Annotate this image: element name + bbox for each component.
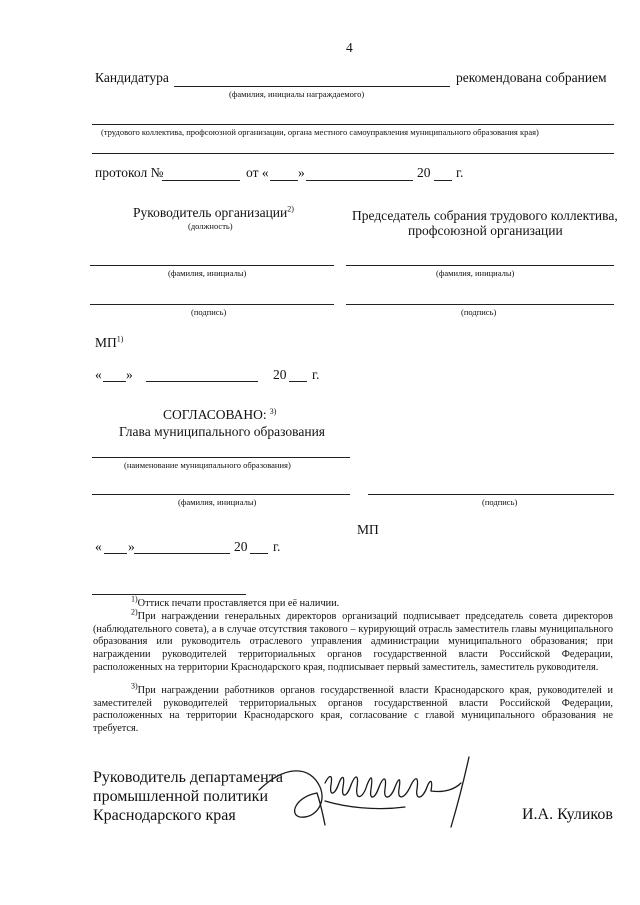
approval-title: СОГЛАСОВАНО: $^{3)}$	[163, 406, 277, 422]
right-signature-line	[346, 304, 614, 305]
date2-year-prefix: 20	[234, 539, 248, 554]
protocol-number-line	[162, 180, 240, 181]
protocol-from: от «	[246, 165, 269, 180]
stamp-label: МП$^{1)}$	[95, 334, 124, 350]
signatory-name: И.А. Куликов	[522, 806, 613, 823]
position-caption: (должность)	[188, 221, 233, 231]
collective-line	[92, 124, 614, 125]
approval-stamp: МП	[357, 522, 379, 537]
candidate-name-caption: (фамилия, инициалы награждаемого)	[229, 89, 365, 99]
left-name-line	[90, 265, 334, 266]
date1-day-line	[103, 381, 126, 382]
candidacy-label: Кандидатура	[95, 70, 169, 85]
handwritten-signature	[255, 745, 485, 830]
date1-close: »	[126, 367, 133, 382]
protocol-label: протокол №	[95, 165, 164, 180]
approval-signature-line	[368, 494, 614, 495]
recommended-text: рекомендована собранием	[456, 70, 607, 85]
date2-close: »	[128, 539, 135, 554]
footnote-1: $^{1)}$Оттиск печати проставляется при её наличии.	[131, 594, 340, 609]
date1-year-line	[289, 381, 307, 382]
protocol-day-line	[270, 180, 298, 181]
approval-subtitle: Глава муниципального образования	[119, 424, 326, 439]
protocol-year-line	[434, 180, 452, 181]
date2-year-suffix: г.	[273, 539, 281, 554]
page-number: 4	[346, 40, 353, 55]
candidate-name-line	[174, 86, 450, 87]
protocol-quote-close: »	[298, 165, 305, 180]
approval-signature-caption: (подпись)	[482, 497, 518, 507]
collective-line-2	[92, 153, 614, 154]
footnote-2: $^{2)}$При награждении генеральных директоров организаций подписывает председатель совета директоров (наблюдательного совета), а в случае отсутствия такового – курирующий отрасль заместитель главы муниципального образования или руководитель отраслевого управления администрации муниципального образования; при награждении руководителей территориальных органов государственной власти Российской Федерации, расположенных на территории Краснодарского края, подписывает первый заместитель, заместитель руководителя.	[93, 607, 613, 673]
right-name-caption: (фамилия, инициалы)	[436, 268, 515, 278]
date2-day-line	[104, 553, 127, 554]
date1-year-suffix: г.	[312, 367, 320, 382]
chairman-title-line1: Председатель собрания трудового коллектива,	[352, 208, 618, 223]
date2-year-line	[250, 553, 268, 554]
signatory-position: Руководитель департамента промышленной политики Краснодарского края	[93, 769, 283, 824]
approval-name-caption: (фамилия, инициалы)	[178, 497, 257, 507]
approval-name-line	[92, 494, 350, 495]
right-signature-caption: (подпись)	[461, 307, 497, 317]
left-signature-line	[90, 304, 334, 305]
municipality-line	[92, 457, 350, 458]
protocol-year-prefix: 20	[417, 165, 431, 180]
date2-month-line	[134, 553, 230, 554]
left-name-caption: (фамилия, инициалы)	[168, 268, 247, 278]
date1-month-line	[146, 381, 258, 382]
protocol-year-suffix: г.	[456, 165, 464, 180]
right-name-line	[346, 265, 614, 266]
head-of-organization-title: Руководитель организации$^{2)}$	[133, 204, 294, 220]
date2-open: «	[95, 539, 102, 554]
footnote-separator	[92, 594, 246, 595]
collective-caption: (трудового коллектива, профсоюзной организации, органа местного самоуправления муниципального образования края)	[101, 127, 539, 137]
footnote-3: $^{3)}$При награждении работников органов государственной власти Краснодарского края, руководителей и заместителей руководителей территориальных органов государственной власти Российской Федерации, расположенных на территории Краснодарского края, согласование с главой муниципального образования не требуется.	[93, 681, 613, 735]
date1-year-prefix: 20	[273, 367, 287, 382]
municipality-caption: (наименование муниципального образования)	[124, 460, 291, 470]
left-signature-caption: (подпись)	[191, 307, 227, 317]
protocol-month-line	[306, 180, 413, 181]
chairman-title-line2: профсоюзной организации	[408, 223, 563, 238]
date1-open: «	[95, 367, 102, 382]
